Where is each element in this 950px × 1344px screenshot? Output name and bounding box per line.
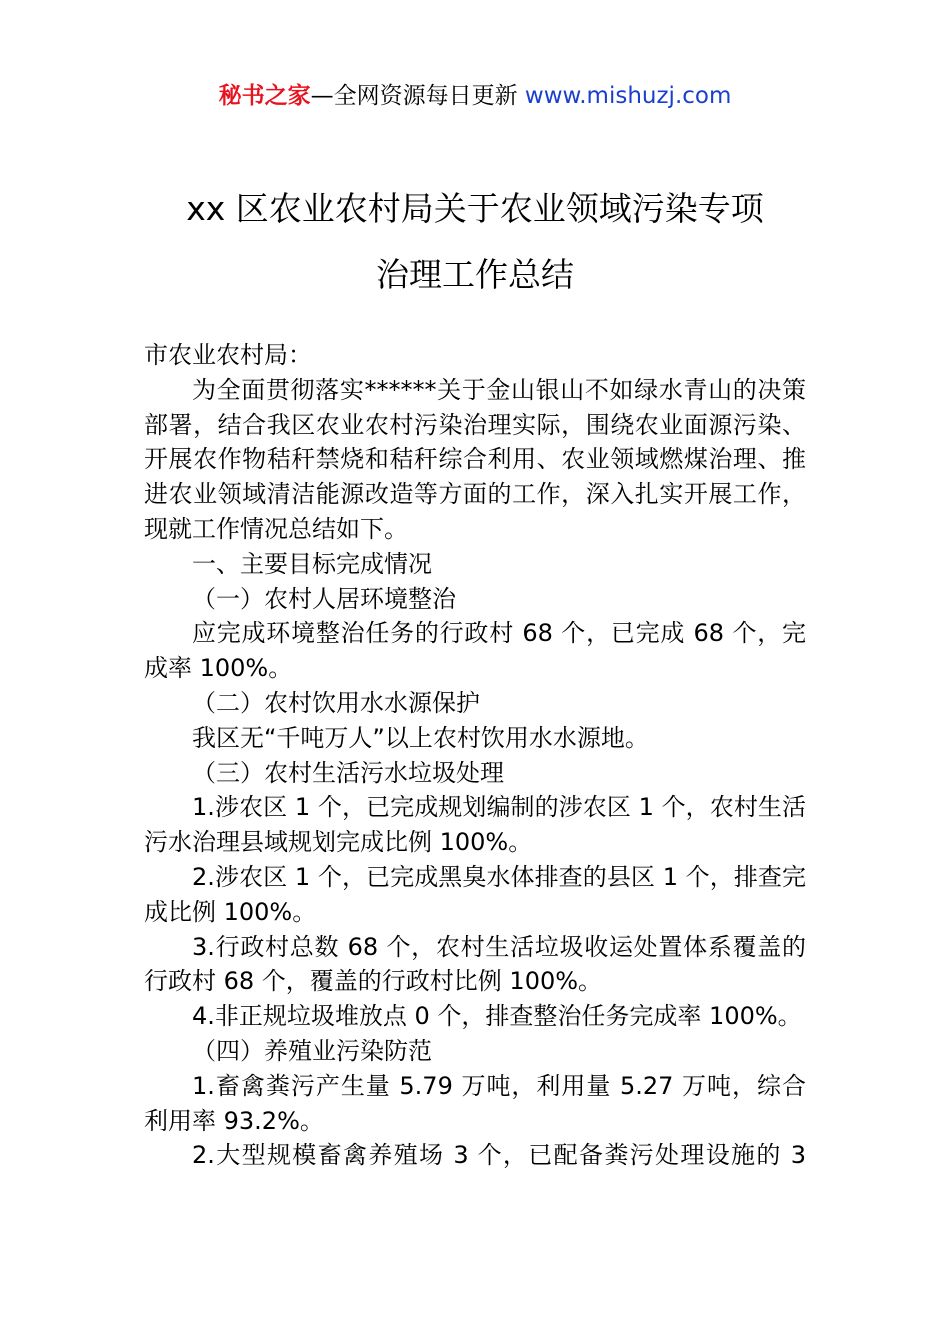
intro-paragraph: 为全面贯彻落实******关于金山银山不如绿水青山的决策部署，结合我区农业农村污染治理实际，围绕农业面源污染、开展农作物秸秆禁烧和秸秆综合利用、农业领域燃煤治理、推进农业领域清洁能源改造等方面的工作，深入扎实开展工作，现就工作情况总结如下。	[144, 375, 806, 543]
list-item: 1.畜禽粪污产生量 5.79 万吨，利用量 5.27 万吨，综合利用率 93.2%。	[144, 1071, 806, 1135]
site-header	[0, 80, 950, 112]
list-item: 3.行政村总数 68 个，农村生活垃圾收运处置体系覆盖的行政村 68 个，覆盖的行政村比例 100%。	[144, 932, 806, 996]
site-brand: 秘书之家	[218, 83, 311, 109]
site-tagline: —全网资源每日更新	[310, 83, 525, 109]
list-item: 4.非正规垃圾堆放点 0 个，排查整治任务完成率 100%。	[192, 1002, 802, 1031]
subsection-heading: （四）养殖业污染防范	[192, 1036, 432, 1065]
title-line-2: 治理工作总结	[376, 255, 574, 294]
list-item: 2.大型规模畜禽养殖场 3 个，已配备粪污处理设施的 3	[192, 1141, 806, 1170]
body-paragraph: 应完成环境整治任务的行政村 68 个，已完成 68 个，完成率 100%。	[144, 619, 806, 683]
salutation: 市农业农村局：	[144, 341, 312, 369]
subsection-heading: （三）农村生活污水垃圾处理	[192, 758, 504, 787]
subsection-heading: （一）农村人居环境整治	[192, 584, 456, 613]
site-url-link[interactable]: www.mishuzj.com	[524, 83, 732, 109]
section-heading: 一、主要目标完成情况	[192, 549, 432, 578]
list-item: 2.涉农区 1 个，已完成黑臭水体排查的县区 1 个，排查完成比例 100%。	[144, 862, 806, 926]
list-item: 1.涉农区 1 个，已完成规划编制的涉农区 1 个，农村生活污水治理县域规划完成比例 100%。	[144, 793, 806, 857]
document-body	[144, 338, 806, 1173]
subsection-heading: （二）农村饮用水水源保护	[192, 688, 480, 717]
document-title	[0, 176, 950, 308]
body-paragraph: 我区无“千吨万人”以上农村饮用水水源地。	[192, 723, 649, 752]
title-line-1: xx 区农业农村局关于农业领域污染专项	[186, 189, 764, 228]
